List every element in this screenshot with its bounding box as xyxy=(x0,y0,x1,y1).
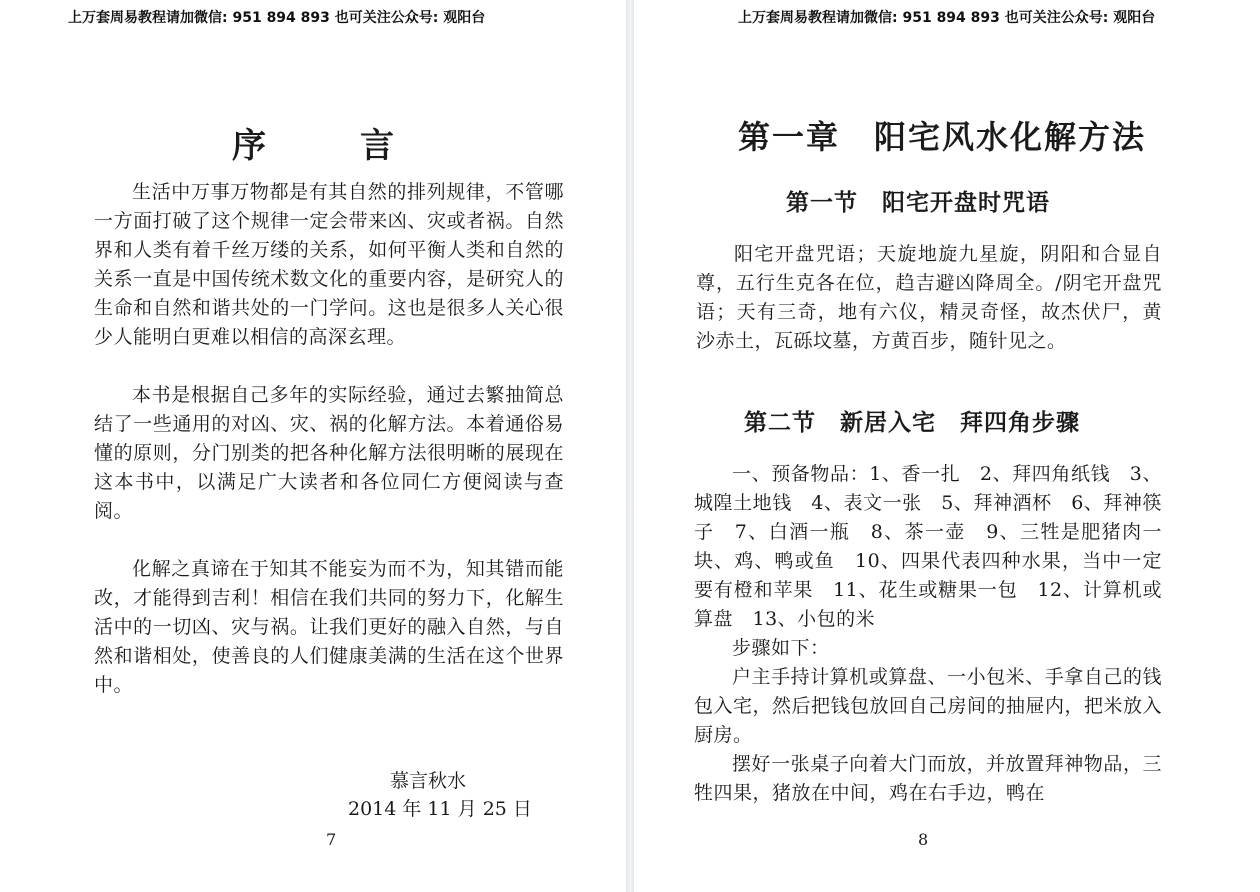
signature-date: 2014 年 11 月 25 日 xyxy=(348,798,532,820)
page-header: 上万套周易教程请加微信: 951 894 893 也可关注公众号: 观阳台 xyxy=(738,10,1156,26)
section-title: 第一节 阳宅开盘时咒语 xyxy=(786,189,1050,216)
book-gutter xyxy=(626,0,634,892)
preface-body xyxy=(94,178,564,700)
chapter-title: 第一章 阳宅风水化解方法 xyxy=(738,118,1147,156)
incantation-paragraph: 阳宅开盘咒语；天旋地旋九星旋，阴阳和合显自尊，五行生克各在位，趋吉避凶降周全。/阴宅开盘咒语；天有三奇，地有六仪，精灵奇怪，故杰伏尸，黄沙赤土，瓦砾坟墓，方黄百步，随针见之。 xyxy=(696,243,1162,352)
step-paragraph: 摆好一张桌子向着大门而放，并放置拜神物品，三牲四果，猪放在中间，鸡在右手边，鸭在 xyxy=(694,753,1162,804)
section-title: 第二节 新居入宅 拜四角步骤 xyxy=(744,409,1080,436)
page-number: 7 xyxy=(326,830,337,849)
step-paragraph: 户主手持计算机或算盘、一小包米、手拿自己的钱包入宅，然后把钱包放回自己房间的抽屉内，把米放入厨房。 xyxy=(694,666,1163,746)
preface-paragraph: 本书是根据自己多年的实际经验，通过去繁抽简总结了一些通用的对凶、灾、祸的化解方法。本着通俗易懂的原则，分门别类的把各种化解方法很明晰的展现在这本书中，以满足广大读者和各位同仁方便阅读与查阅。 xyxy=(94,384,564,522)
steps-intro: 步骤如下： xyxy=(732,637,830,659)
left-page xyxy=(0,0,626,892)
signature-name: 慕言秋水 xyxy=(390,770,467,792)
preface-title: 序 言 xyxy=(232,126,424,166)
items-paragraph: 一、预备物品：1、香一扎 2、拜四角纸钱 3、城隍土地钱 4、表文一张 5、拜神酒杯 6、拜神筷子 7、白酒一瓶 8、茶一壶 9、三牲是肥猪肉一块、鸡、鸭或鱼 10、四果代表四种水果，当中一定要有橙和苹果 11、花生或糖果一包 12、计算机或算盘 13、小包的米 xyxy=(694,463,1162,630)
preface-paragraph: 生活中万事万物都是有其自然的排列规律，不管哪一方面打破了这个规律一定会带来凶、灾或者祸。自然界和人类有着千丝万缕的关系，如何平衡人类和自然的关系一直是中国传统术数文化的重要内容，是研究人的生命和自然和谐共处的一门学问。这也是很多人关心很少人能明白更难以相信的高深玄理。 xyxy=(94,181,564,348)
page-number: 8 xyxy=(918,830,929,849)
section-body xyxy=(694,460,1162,808)
right-page xyxy=(634,0,1260,892)
preface-paragraph: 化解之真谛在于知其不能妄为而不为，知其错而能改，才能得到吉利！相信在我们共同的努力下，化解生活中的一切凶、灾与祸。让我们更好的融入自然，与自然和谐相处，使善良的人们健康美满的生活在这个世界中。 xyxy=(94,558,564,696)
section-body xyxy=(696,240,1162,356)
page-header: 上万套周易教程请加微信: 951 894 893 也可关注公众号: 观阳台 xyxy=(68,10,486,26)
